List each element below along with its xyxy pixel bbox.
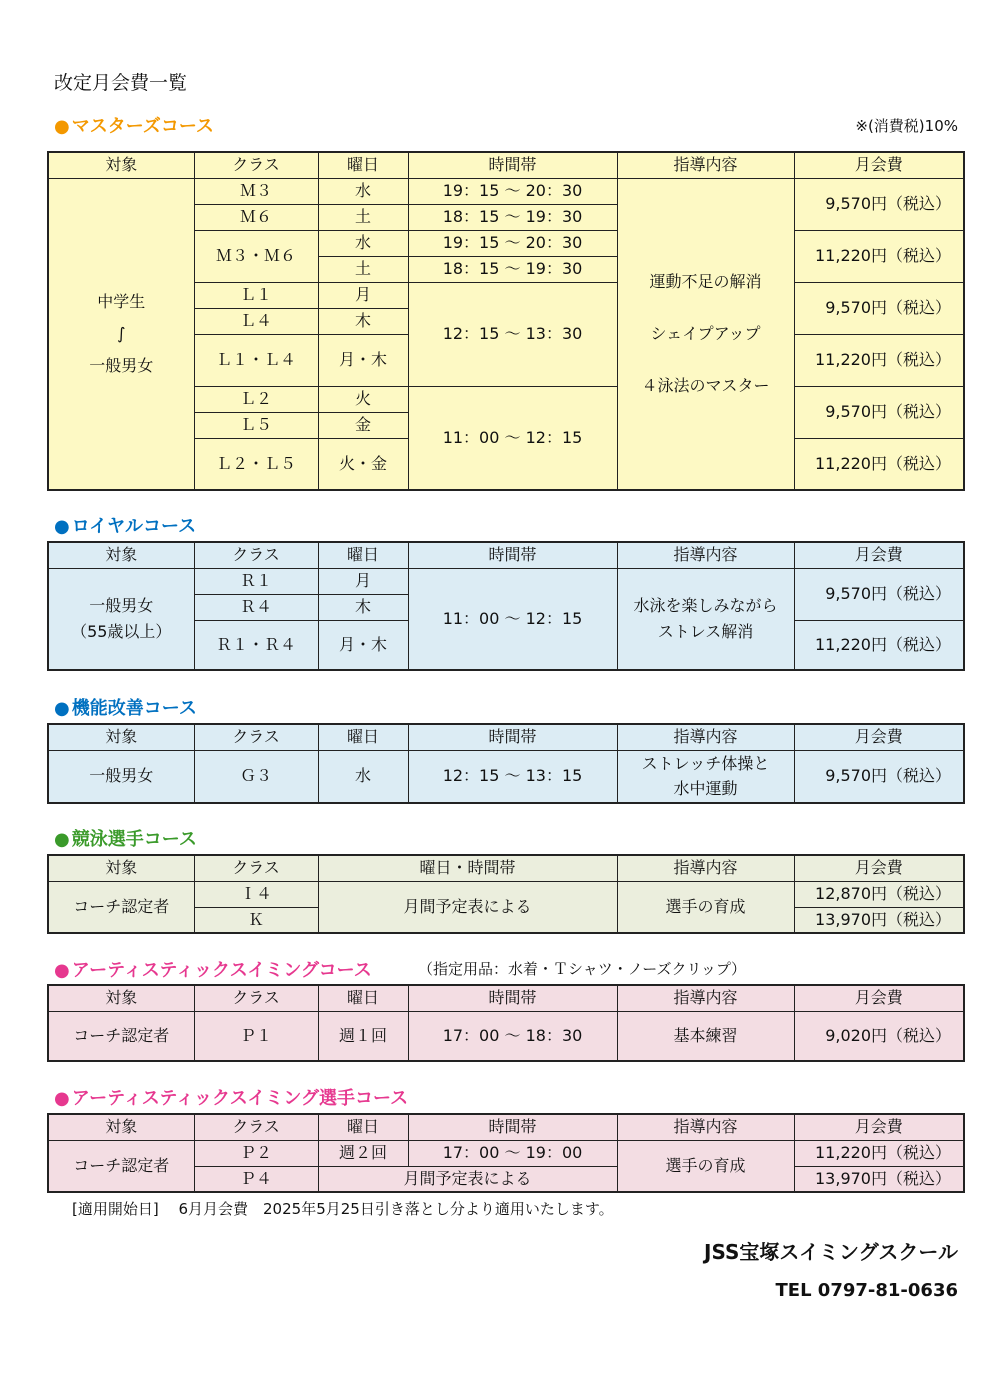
day-cell: 月 [318,568,408,594]
header-day: 曜日 [318,152,408,178]
header-target: 対象 [48,724,194,750]
class-cell: Ｋ [194,907,318,933]
kyoei-table [47,854,965,934]
header-target: 対象 [48,985,194,1011]
kyoei-title: 競泳選手コース [71,829,197,850]
target-cell: コーチ認定者 [48,881,194,933]
time-cell: 12：15 ～ 13：30 [408,282,617,386]
header-fee: 月会費 [794,1114,964,1140]
content-line: 水中運動 [673,779,738,799]
class-cell: Ｌ２ [194,386,318,412]
class-cell: Ｌ２・Ｌ５ [194,438,318,490]
header-content: 指導内容 [617,855,794,881]
header-day: 曜日 [318,724,408,750]
time-cell: 17：00 ～ 19：00 [408,1140,617,1166]
day-cell: 水 [318,750,408,803]
bullet-icon: ● [54,116,70,137]
day-cell: 金 [318,412,408,438]
target-line: 一般男女 [89,596,154,616]
artistic-heading [54,956,372,982]
royal-content [617,568,794,670]
school-name: JSS宝塚スイミングスクール [704,1240,958,1264]
day-cell: 水 [318,178,408,204]
fee-cell: 9,570円（税込） [794,386,964,438]
class-cell: Ｌ５ [194,412,318,438]
day-cell: 月・木 [318,334,408,386]
class-cell: Ｌ４ [194,308,318,334]
header-day-time: 曜日・時間帯 [318,855,617,881]
bullet-icon: ● [54,698,70,719]
header-time: 時間帯 [408,985,617,1011]
day-cell: 土 [318,204,408,230]
table-header-row [48,542,964,568]
target-cell: 一般男女 [48,750,194,803]
class-cell: Ｐ１ [194,1011,318,1061]
fee-cell: 12,870円（税込） [794,881,964,907]
artistic-senshu-table [47,1113,965,1193]
bullet-icon: ● [54,1088,70,1109]
time-cell: 19：15 ～ 20：30 [408,178,617,204]
day-cell: 水 [318,230,408,256]
class-cell: Ｌ１ [194,282,318,308]
artistic-senshu-title: アーティスティックスイミング選手コース [71,1088,409,1109]
fee-cell: 13,970円（税込） [794,1166,964,1192]
time-cell: 18：15 ～ 19：30 [408,204,617,230]
table-row [48,1011,964,1061]
header-class: クラス [194,985,318,1011]
class-cell: Ｐ４ [194,1166,318,1192]
day-cell: 木 [318,308,408,334]
time-cell: 11：00 ～ 12：15 [408,568,617,670]
header-day: 曜日 [318,542,408,568]
table-row [48,881,964,907]
header-fee: 月会費 [794,855,964,881]
masters-content [617,178,794,490]
artistic-senshu-heading [54,1084,408,1110]
header-class: クラス [194,855,318,881]
class-cell: Ｇ３ [194,750,318,803]
target-line: 一般男女 [89,355,154,375]
header-time: 時間帯 [408,1114,617,1140]
header-class: クラス [194,542,318,568]
content-line: ストレス解消 [657,621,754,641]
header-class: クラス [194,1114,318,1140]
bullet-icon: ● [54,516,70,537]
day-cell: 土 [318,256,408,282]
table-row [48,568,964,594]
page-title: 改定月会費一覧 [54,72,188,94]
day-cell: 木 [318,594,408,620]
masters-target [48,178,194,490]
header-content: 指導内容 [617,1114,794,1140]
target-line: ∫ [117,323,126,343]
royal-target [48,568,194,670]
time-cell: 19：15 ～ 20：30 [408,230,617,256]
day-cell: 週２回 [318,1140,408,1166]
kino-content [617,750,794,803]
artistic-table [47,984,965,1062]
content-line: 水泳を楽しみながら [633,596,778,616]
time-cell: 11：00 ～ 12：15 [408,386,617,490]
class-cell: Ｉ４ [194,881,318,907]
tax-note: ※(消費税)10% [855,117,958,135]
kino-heading [54,694,197,720]
fee-cell: 9,020円（税込） [794,1011,964,1061]
bullet-icon: ● [54,960,70,981]
table-row [48,1140,964,1166]
target-line: 中学生 [97,291,146,311]
class-cell: Ｌ１・Ｌ４ [194,334,318,386]
class-cell: Ｒ１・Ｒ４ [194,620,318,670]
day-cell: 週１回 [318,1011,408,1061]
fee-cell: 9,570円（税込） [794,282,964,334]
header-fee: 月会費 [794,542,964,568]
header-content: 指導内容 [617,985,794,1011]
header-time: 時間帯 [408,542,617,568]
masters-title: マスターズコース [71,116,214,137]
royal-heading [54,512,196,538]
table-header-row [48,855,964,881]
content-line: 運動不足の解消 [649,271,762,291]
schedule-cell: 月間予定表による [318,1166,617,1192]
header-day: 曜日 [318,985,408,1011]
fee-cell: 11,220円（税込） [794,230,964,282]
table-row [48,178,964,204]
header-time: 時間帯 [408,152,617,178]
phone-number: TEL 0797-81-0636 [775,1280,958,1301]
fee-cell: 9,570円（税込） [794,568,964,620]
class-cell: Ｍ３ [194,178,318,204]
fee-cell: 9,570円（税込） [794,750,964,803]
header-target: 対象 [48,542,194,568]
header-target: 対象 [48,1114,194,1140]
class-cell: Ｒ１ [194,568,318,594]
class-cell: Ｍ６ [194,204,318,230]
fee-cell: 11,220円（税込） [794,1140,964,1166]
artistic-title: アーティスティックスイミングコース [71,960,372,981]
artistic-note: （指定用品：水着・Ｔシャツ・ノーズクリップ） [418,960,747,978]
bullet-icon: ● [54,829,70,850]
content-cell: 基本練習 [617,1011,794,1061]
header-fee: 月会費 [794,152,964,178]
header-time: 時間帯 [408,724,617,750]
class-cell: Ｒ４ [194,594,318,620]
header-day: 曜日 [318,1114,408,1140]
content-line: ストレッチ体操と [641,753,770,773]
class-cell: Ｍ３・Ｍ６ [194,230,318,282]
target-cell: コーチ認定者 [48,1011,194,1061]
header-fee: 月会費 [794,724,964,750]
fee-cell: 11,220円（税込） [794,438,964,490]
fee-cell: 13,970円（税込） [794,907,964,933]
content-line: シェイプアップ [650,323,761,343]
fee-cell: 11,220円（税込） [794,620,964,670]
kyoei-heading [54,825,197,851]
fee-cell: 9,570円（税込） [794,178,964,230]
effective-date-note: [適用開始日] 6月月会費 2025年5月25日引き落とし分より適用いたします。 [72,1200,614,1218]
masters-table [47,151,965,491]
day-cell: 火・金 [318,438,408,490]
table-header-row [48,724,964,750]
content-cell: 選手の育成 [617,881,794,933]
content-line: ４泳法のマスター [641,375,770,395]
header-fee: 月会費 [794,985,964,1011]
masters-heading [54,112,214,138]
content-cell: 選手の育成 [617,1140,794,1192]
header-class: クラス [194,724,318,750]
class-cell: Ｐ２ [194,1140,318,1166]
time-cell: 12：15 ～ 13：15 [408,750,617,803]
header-target: 対象 [48,152,194,178]
kino-title: 機能改善コース [71,698,197,719]
table-row [48,750,964,803]
royal-table [47,541,965,671]
header-content: 指導内容 [617,724,794,750]
schedule-cell: 月間予定表による [318,881,617,933]
target-line: （55歳以上） [71,621,172,641]
header-target: 対象 [48,855,194,881]
header-class: クラス [194,152,318,178]
kino-table [47,723,965,804]
table-header-row [48,985,964,1011]
day-cell: 月・木 [318,620,408,670]
time-cell: 18：15 ～ 19：30 [408,256,617,282]
header-content: 指導内容 [617,152,794,178]
day-cell: 火 [318,386,408,412]
royal-title: ロイヤルコース [71,516,197,537]
target-cell: コーチ認定者 [48,1140,194,1192]
day-cell: 月 [318,282,408,308]
header-content: 指導内容 [617,542,794,568]
table-header-row [48,152,964,178]
table-header-row [48,1114,964,1140]
time-cell: 17：00 ～ 18：30 [408,1011,617,1061]
fee-cell: 11,220円（税込） [794,334,964,386]
